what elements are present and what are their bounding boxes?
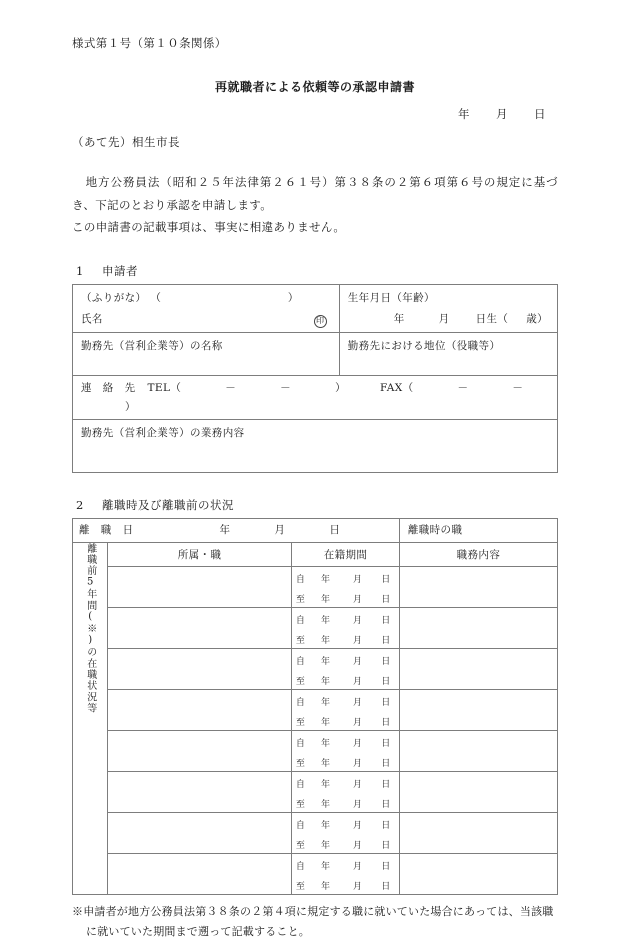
duties-cell[interactable]	[399, 812, 557, 853]
business-content-cell	[73, 420, 558, 473]
period-year-label: 年	[321, 676, 331, 687]
fax-label: FAX（	[379, 382, 414, 395]
duties-value	[400, 690, 557, 698]
period-year-label: 年	[321, 779, 331, 790]
duties-value	[400, 567, 557, 575]
date-year-label: 年	[458, 107, 470, 122]
affiliation-value	[108, 567, 291, 575]
period-month-label: 月	[353, 574, 363, 585]
body-paragraph-2-text: この申請書の記載事項は、事実に相違ありません。	[72, 220, 346, 235]
affiliation-cell[interactable]	[107, 607, 291, 648]
contact-label: 連 絡 先	[81, 382, 136, 395]
body-paragraph-1	[72, 171, 558, 216]
affiliation-value	[108, 772, 291, 780]
dob-cell	[339, 284, 557, 333]
period-month-label: 月	[353, 861, 363, 872]
period-to-label: 至	[295, 717, 306, 728]
period-day-label: 日	[381, 635, 391, 646]
period-from-label: 自	[295, 697, 306, 708]
date-day-label: 日	[534, 107, 546, 122]
retire-year-label: 年	[219, 524, 231, 537]
period-to-label: 至	[295, 799, 306, 810]
retire-date-label: 離 職 日	[79, 524, 134, 537]
duties-value	[400, 813, 557, 821]
period-year-label: 年	[321, 840, 331, 851]
duties-cell[interactable]	[399, 689, 557, 730]
section-1-title: 申請者	[102, 263, 138, 278]
retire-position-cell	[399, 519, 557, 542]
period-month-label: 月	[353, 615, 363, 626]
affiliation-cell[interactable]	[107, 648, 291, 689]
footnote	[72, 902, 558, 943]
form-number: 様式第１号（第１０条関係）	[72, 36, 227, 50]
period-year-label: 年	[321, 758, 331, 769]
affiliation-cell[interactable]	[107, 730, 291, 771]
duties-value	[400, 854, 557, 862]
duties-cell[interactable]	[399, 771, 557, 812]
period-month-label: 月	[353, 820, 363, 831]
period-day-label: 日	[381, 758, 391, 769]
date-line	[72, 106, 558, 122]
section-1-heading	[72, 263, 558, 279]
column-header-period-label: 在籍期間	[323, 548, 368, 561]
addressee: （あて先）相生市長	[72, 135, 180, 150]
tel-dash-1: －	[225, 382, 237, 395]
column-header-duties-label: 職務内容	[456, 548, 501, 561]
fax-dash-1: －	[457, 382, 469, 395]
period-year-label: 年	[321, 635, 331, 646]
period-month-label: 月	[353, 697, 363, 708]
affiliation-cell[interactable]	[107, 771, 291, 812]
period-to-label: 至	[295, 881, 306, 892]
period-from-label: 自	[295, 738, 306, 749]
table-row	[73, 812, 558, 853]
furigana-paren-close: ）	[287, 291, 299, 304]
duties-cell[interactable]	[399, 607, 557, 648]
business-content-label: 勤務先（営利企業等）の業務内容	[81, 427, 245, 440]
period-to-label: 至	[295, 840, 306, 851]
table-row	[73, 284, 558, 333]
workplace-position-cell	[339, 333, 557, 376]
retirement-table	[72, 518, 558, 895]
period-day-label: 日	[381, 717, 391, 728]
contact-cell	[73, 376, 558, 420]
period-day-label: 日	[381, 799, 391, 810]
table-header-row	[73, 542, 558, 566]
period-cell[interactable]	[292, 689, 400, 730]
period-month-label: 月	[353, 594, 363, 605]
period-day-label: 日	[381, 881, 391, 892]
column-header-duties	[399, 542, 557, 566]
date-month-label: 月	[496, 107, 508, 122]
table-row	[73, 853, 558, 894]
period-day-label: 日	[381, 840, 391, 851]
period-day-label: 日	[381, 676, 391, 687]
period-month-label: 月	[353, 738, 363, 749]
workplace-name-cell	[73, 333, 340, 376]
table-row	[73, 689, 558, 730]
period-cell[interactable]	[292, 648, 400, 689]
duties-cell[interactable]	[399, 730, 557, 771]
retirement-period-vertical-label: 離職前5年間(※)の在職状況等	[84, 542, 96, 714]
section-1-number: 1	[76, 263, 84, 278]
period-to-label: 至	[295, 635, 306, 646]
period-day-label: 日	[381, 861, 391, 872]
footnote-line-1: ※申請者が地方公務員法第３８条の２第４項に規定する職に就いていた場合にあっては、当該職	[72, 904, 554, 918]
period-year-label: 年	[321, 861, 331, 872]
period-to-label: 至	[295, 594, 306, 605]
affiliation-value	[108, 731, 291, 739]
seal-icon: 印	[314, 315, 327, 328]
period-cell[interactable]	[292, 607, 400, 648]
period-year-label: 年	[321, 656, 331, 667]
period-year-label: 年	[321, 697, 331, 708]
section-2-title: 離職時及び離職前の状況	[102, 498, 234, 513]
section-2-heading	[72, 497, 558, 513]
table-row	[73, 607, 558, 648]
period-month-label: 月	[353, 840, 363, 851]
period-day-label: 日	[381, 656, 391, 667]
period-month-label: 月	[353, 656, 363, 667]
fax-paren-close: ）	[125, 400, 136, 413]
name-label: 氏名	[81, 313, 103, 326]
period-year-label: 年	[321, 574, 331, 585]
period-month-label: 月	[353, 676, 363, 687]
body-paragraph-2	[72, 216, 558, 238]
table-row	[73, 519, 558, 542]
table-row	[73, 376, 558, 420]
document-title: 再就職者による依頼等の承認申請書	[214, 80, 415, 95]
period-from-label: 自	[295, 574, 306, 585]
period-year-label: 年	[321, 717, 331, 728]
affiliation-cell[interactable]	[107, 853, 291, 894]
affiliation-value	[108, 649, 291, 657]
column-header-affiliation-label: 所属・職	[177, 548, 222, 561]
applicant-table	[72, 284, 558, 474]
duties-value	[400, 731, 557, 739]
vertical-label-cell	[73, 542, 108, 894]
period-from-label: 自	[295, 861, 306, 872]
affiliation-value	[108, 690, 291, 698]
period-month-label: 月	[353, 779, 363, 790]
workplace-name-label: 勤務先（営利企業等）の名称	[81, 340, 223, 353]
tel-paren-close: ）	[335, 382, 346, 395]
period-year-label: 年	[321, 799, 331, 810]
period-year-label: 年	[321, 738, 331, 749]
period-day-label: 日	[381, 594, 391, 605]
period-month-label: 月	[353, 758, 363, 769]
period-from-label: 自	[295, 615, 306, 626]
tel-dash-2: －	[280, 382, 292, 395]
period-from-label: 自	[295, 656, 306, 667]
table-row	[73, 333, 558, 376]
affiliation-value	[108, 854, 291, 862]
affiliation-value	[108, 813, 291, 821]
period-month-label: 月	[353, 717, 363, 728]
period-month-label: 月	[353, 881, 363, 892]
duties-value	[400, 772, 557, 780]
period-day-label: 日	[381, 574, 391, 585]
period-year-label: 年	[321, 615, 331, 626]
period-day-label: 日	[381, 615, 391, 626]
column-header-period	[292, 542, 400, 566]
period-year-label: 年	[321, 594, 331, 605]
furigana-label: （ふりがな）	[81, 291, 147, 304]
table-row	[73, 648, 558, 689]
furigana-paren-open: （	[150, 291, 162, 304]
period-cell[interactable]	[292, 771, 400, 812]
duties-cell[interactable]	[399, 566, 557, 607]
affiliation-value	[108, 608, 291, 616]
dob-label: 生年月日（年齢）	[347, 291, 435, 304]
retire-day-label: 日	[329, 524, 341, 537]
period-day-label: 日	[381, 779, 391, 790]
duties-cell[interactable]	[399, 853, 557, 894]
dob-year-label: 年	[393, 313, 405, 326]
body-paragraph-1-text: 地方公務員法（昭和２５年法律第２６１号）第３８条の２第６項第６号の規定に基づき、下記のとおり承認を申請します。	[72, 175, 558, 212]
column-header-affiliation	[107, 542, 291, 566]
period-year-label: 年	[321, 881, 331, 892]
affiliation-cell[interactable]	[107, 812, 291, 853]
table-row	[73, 420, 558, 473]
duties-value	[400, 608, 557, 616]
affiliation-cell[interactable]	[107, 566, 291, 607]
period-to-label: 至	[295, 758, 306, 769]
name-cell	[73, 284, 340, 333]
dob-day-label: 日生（	[475, 313, 509, 326]
retire-month-label: 月	[274, 524, 286, 537]
tel-label: TEL（	[147, 382, 182, 395]
duties-value	[400, 649, 557, 657]
workplace-position-label: 勤務先における地位（役職等）	[347, 340, 501, 353]
period-from-label: 自	[295, 820, 306, 831]
affiliation-cell[interactable]	[107, 689, 291, 730]
period-day-label: 日	[381, 738, 391, 749]
period-cell[interactable]	[292, 566, 400, 607]
table-row	[73, 730, 558, 771]
period-month-label: 月	[353, 635, 363, 646]
dob-age-label: 歳）	[526, 313, 549, 326]
period-to-label: 至	[295, 676, 306, 687]
document-content	[72, 34, 558, 943]
period-cell[interactable]	[292, 730, 400, 771]
period-from-label: 自	[295, 779, 306, 790]
period-day-label: 日	[381, 697, 391, 708]
table-row	[73, 771, 558, 812]
footnote-line-2: に就いていた期間まで遡って記載すること。	[86, 925, 310, 939]
table-row	[73, 566, 558, 607]
period-month-label: 月	[353, 799, 363, 810]
dob-month-label: 月	[438, 313, 450, 326]
period-day-label: 日	[381, 820, 391, 831]
retire-position-label: 離職時の職	[407, 524, 463, 537]
period-cell[interactable]	[292, 853, 400, 894]
period-year-label: 年	[321, 820, 331, 831]
retire-date-cell	[73, 519, 400, 542]
section-2-number: 2	[76, 498, 84, 513]
duties-cell[interactable]	[399, 648, 557, 689]
fax-dash-2: －	[512, 382, 524, 395]
period-cell[interactable]	[292, 812, 400, 853]
